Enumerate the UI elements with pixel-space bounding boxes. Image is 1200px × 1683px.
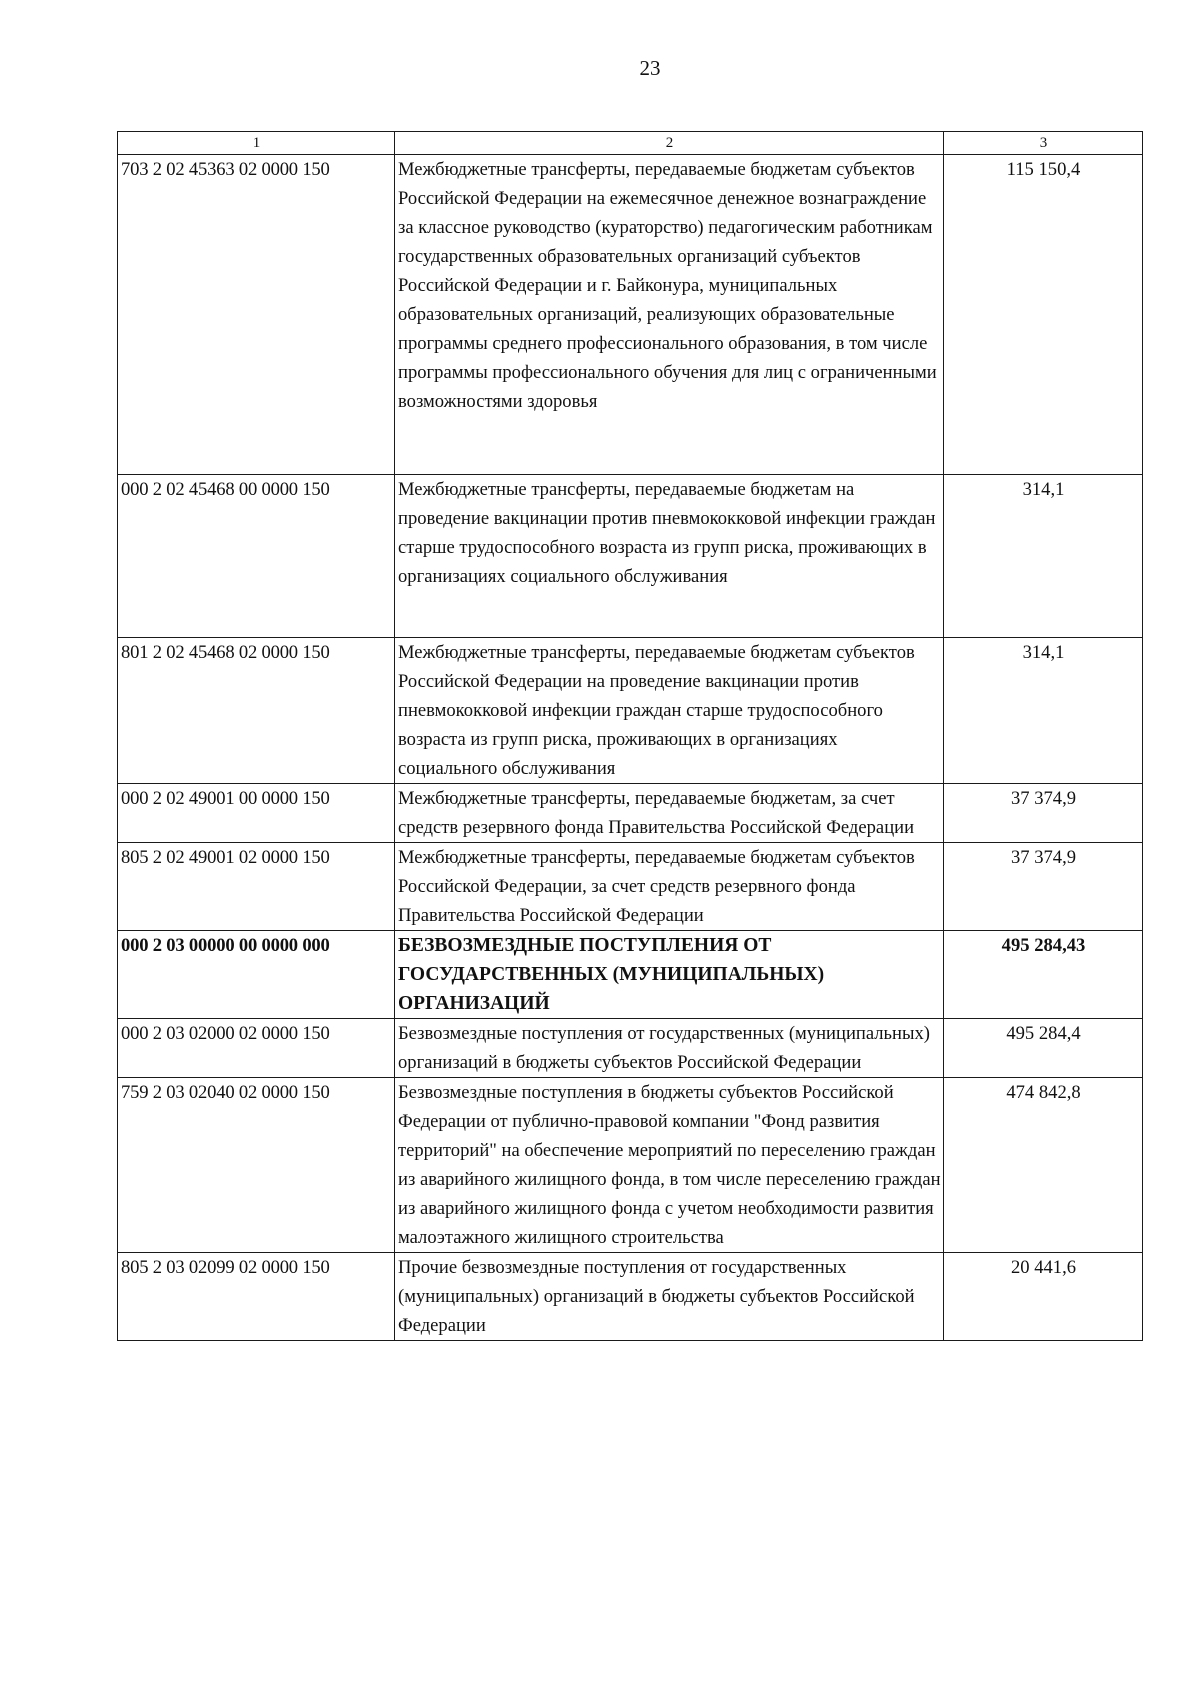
budget-code: 805 2 03 02099 02 0000 150: [118, 1253, 395, 1341]
table-row: [118, 475, 1143, 638]
row-amount: 115 150,4: [944, 155, 1143, 475]
row-description: Межбюджетные трансферты, передаваемые бюджетам, за счет средств резервного фонда Правительства Российской Федерации: [395, 784, 944, 843]
row-amount: 20 441,6: [944, 1253, 1143, 1341]
row-amount: 495 284,4: [944, 1019, 1143, 1078]
row-description: Безвозмездные поступления в бюджеты субъектов Российской Федерации от публично-правовой компании "Фонд развития территорий" на обеспечение мероприятий по переселению граждан из аварийного жилищного фонда, в том числе переселению граждан из аварийного жилищного фонда с учетом необходимости развития малоэтажного жилищного строительства: [395, 1078, 944, 1253]
row-amount: 314,1: [944, 475, 1143, 638]
table-row: [118, 843, 1143, 931]
budget-table: [117, 131, 1143, 1341]
table-row-section-total: [118, 931, 1143, 1019]
table-row: [118, 638, 1143, 784]
table-row: [118, 155, 1143, 475]
row-description: Прочие безвозмездные поступления от государственных (муниципальных) организаций в бюджеты субъектов Российской Федерации: [395, 1253, 944, 1341]
budget-code: 759 2 03 02040 02 0000 150: [118, 1078, 395, 1253]
row-amount: 474 842,8: [944, 1078, 1143, 1253]
column-header-amount: 3: [944, 132, 1143, 155]
row-description: Межбюджетные трансферты, передаваемые бюджетам субъектов Российской Федерации, за счет средств резервного фонда Правительства Российской Федерации: [395, 843, 944, 931]
budget-code: 703 2 02 45363 02 0000 150: [118, 155, 395, 475]
row-description: Межбюджетные трансферты, передаваемые бюджетам субъектов Российской Федерации на проведение вакцинации против пневмококковой инфекции граждан старше трудоспособного возраста из групп риска, проживающих в организациях социального обслуживания: [395, 638, 944, 784]
table-header-row: [118, 132, 1143, 155]
row-amount: 314,1: [944, 638, 1143, 784]
table-row: [118, 784, 1143, 843]
budget-code: 000 2 03 00000 00 0000 000: [118, 931, 395, 1019]
column-header-code: 1: [118, 132, 395, 155]
budget-code: 000 2 02 45468 00 0000 150: [118, 475, 395, 638]
row-description: Межбюджетные трансферты, передаваемые бюджетам субъектов Российской Федерации на ежемесячное денежное вознаграждение за классное руководство (кураторство) педагогическим работникам государственных образовательных организаций субъектов Российской Федерации и г. Байконура, муниципальных образовательных организаций, реализующих образовательные программы среднего профессионального образования, в том числе программы профессионального обучения для лиц с ограниченными возможностями здоровья: [395, 155, 944, 475]
budget-code: 000 2 03 02000 02 0000 150: [118, 1019, 395, 1078]
row-amount: 495 284,43: [944, 931, 1143, 1019]
column-header-description: 2: [395, 132, 944, 155]
row-description: Межбюджетные трансферты, передаваемые бюджетам на проведение вакцинации против пневмококковой инфекции граждан старше трудоспособного возраста из групп риска, проживающих в организациях социального обслуживания: [395, 475, 944, 638]
table-row: [118, 1019, 1143, 1078]
table-row: [118, 1078, 1143, 1253]
row-amount: 37 374,9: [944, 784, 1143, 843]
budget-code: 000 2 02 49001 00 0000 150: [118, 784, 395, 843]
budget-code: 801 2 02 45468 02 0000 150: [118, 638, 395, 784]
row-description: БЕЗВОЗМЕЗДНЫЕ ПОСТУПЛЕНИЯ ОТ ГОСУДАРСТВЕННЫХ (МУНИЦИПАЛЬНЫХ) ОРГАНИЗАЦИЙ: [395, 931, 944, 1019]
budget-code: 805 2 02 49001 02 0000 150: [118, 843, 395, 931]
row-description: Безвозмездные поступления от государственных (муниципальных) организаций в бюджеты субъектов Российской Федерации: [395, 1019, 944, 1078]
page-number: 23: [639, 56, 661, 80]
row-amount: 37 374,9: [944, 843, 1143, 931]
table-row: [118, 1253, 1143, 1341]
